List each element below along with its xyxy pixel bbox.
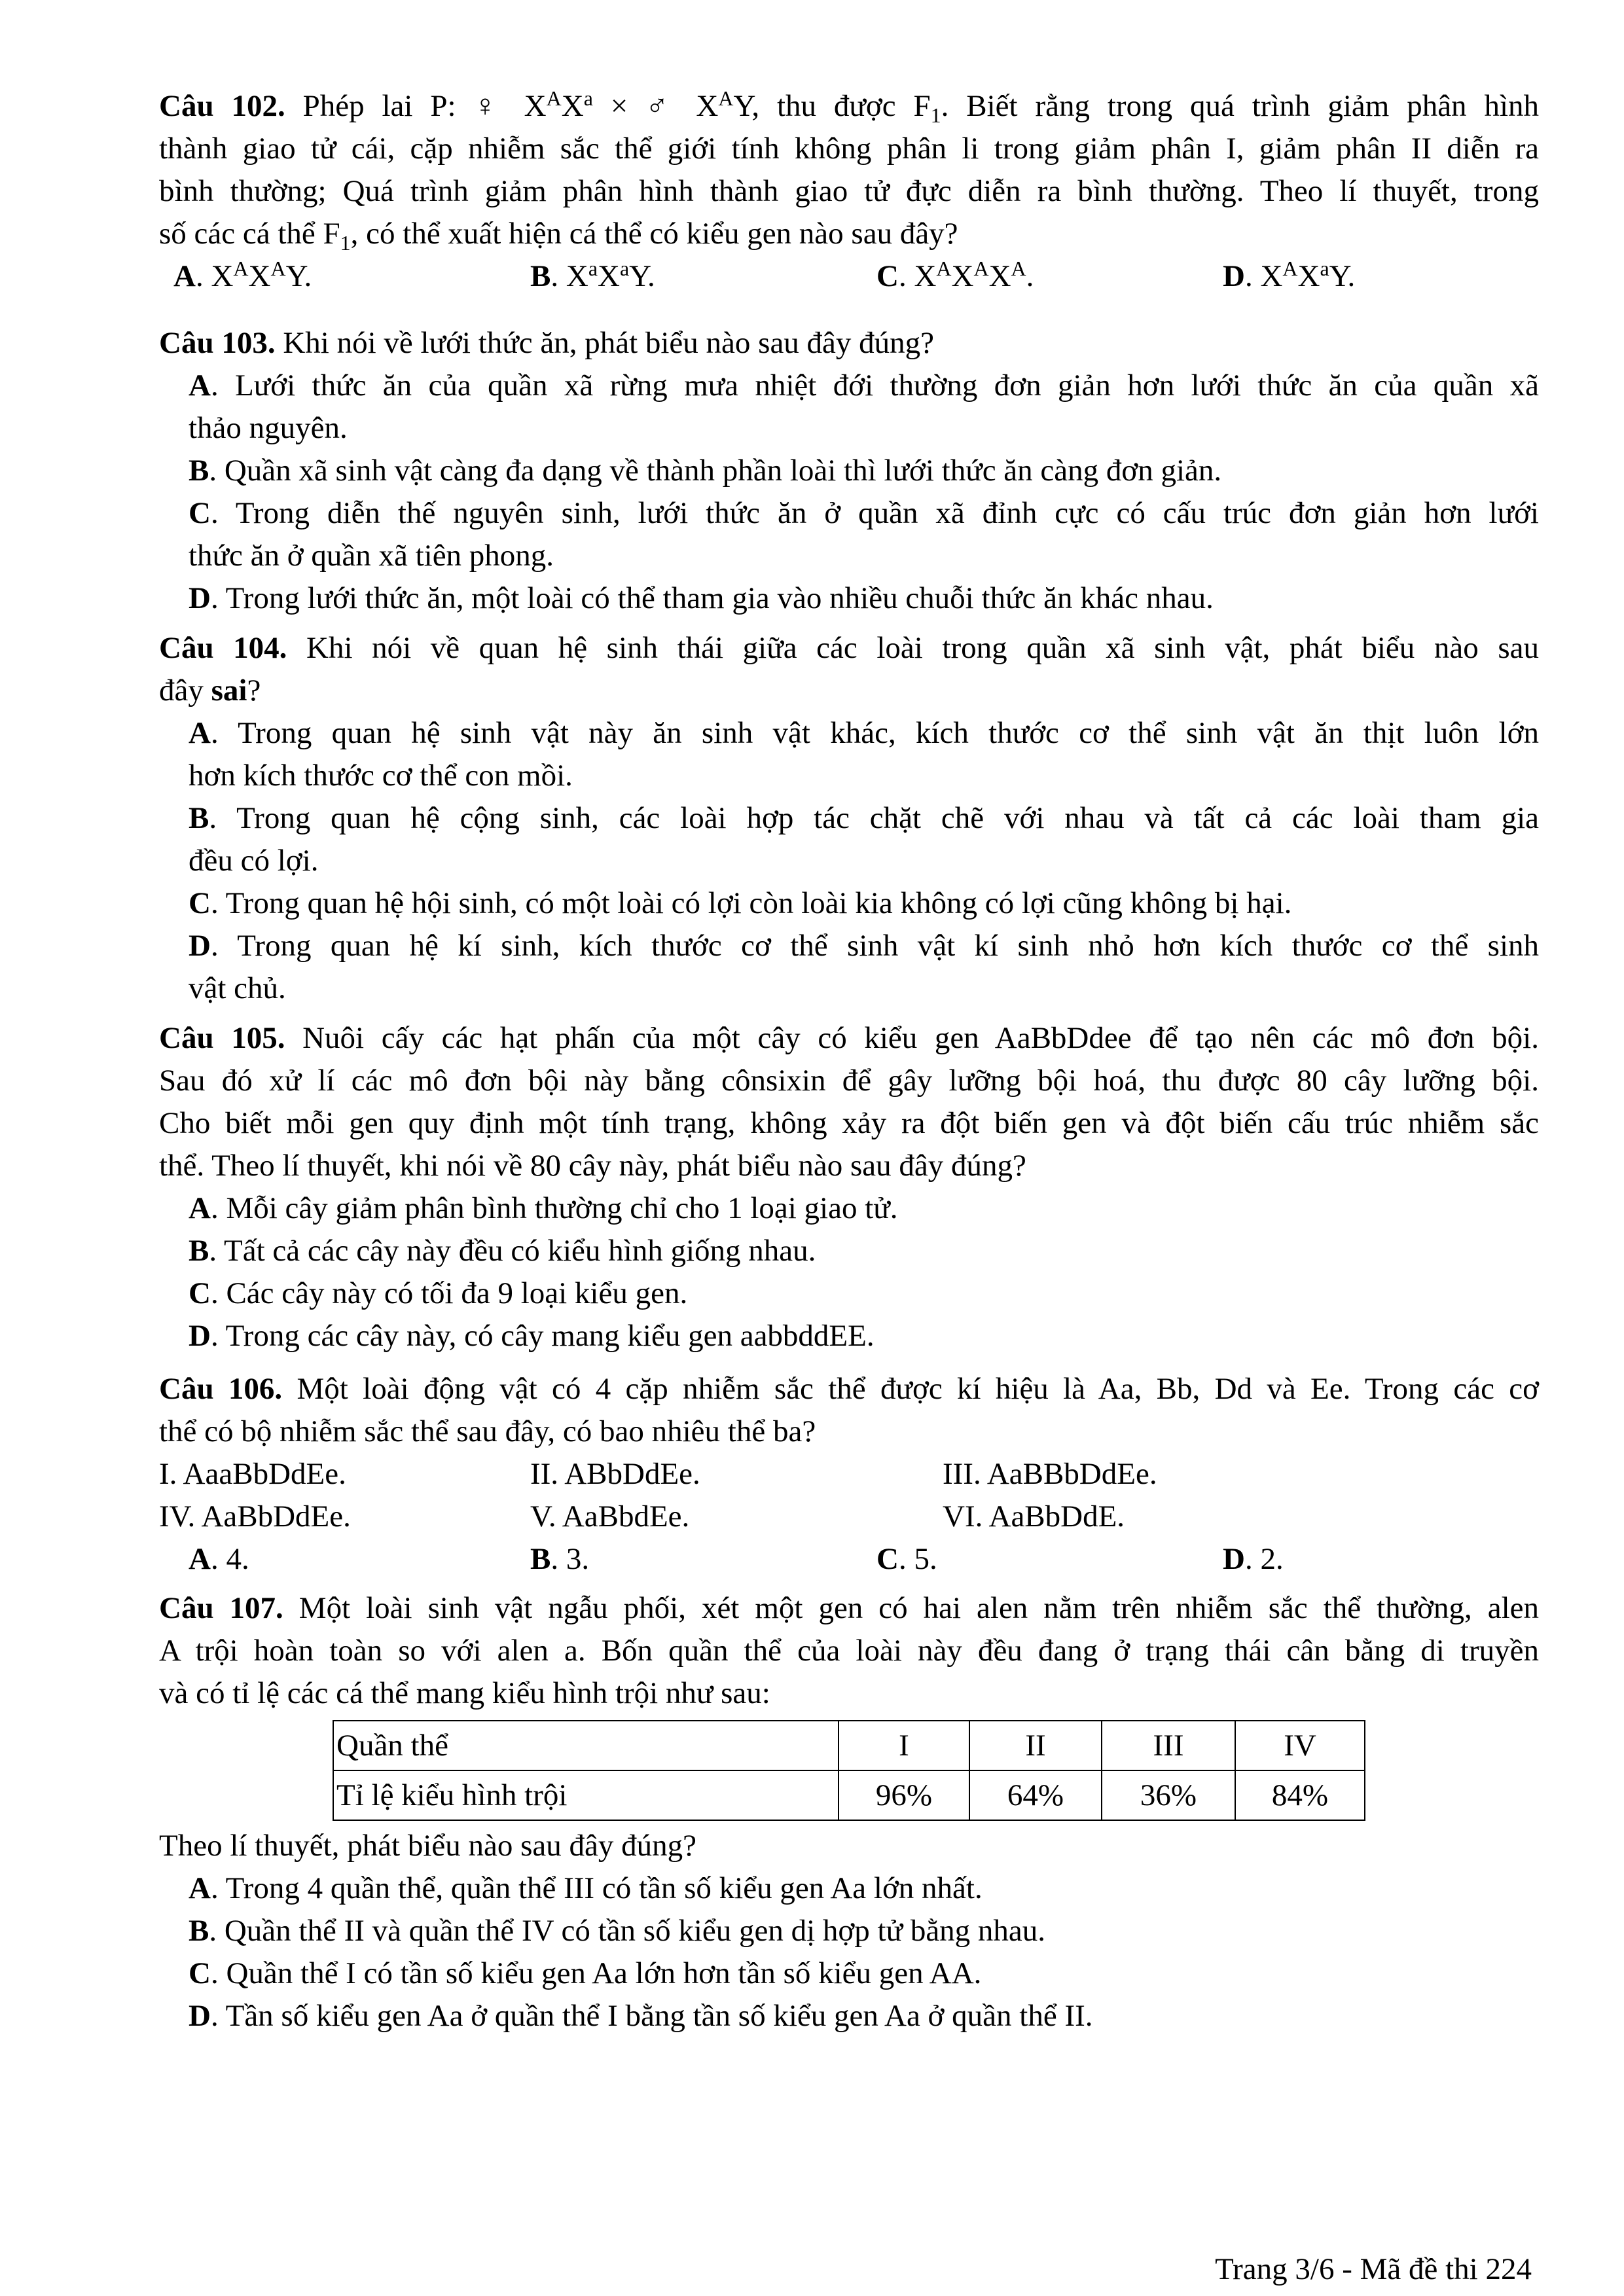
option-line: B. Trong quan hệ cộng sinh, các loài hợp tác chặt chẽ với nhau và tất cả các loài tham gia xyxy=(189,801,1539,835)
option-d[interactable]: D. 2. xyxy=(1223,1542,1284,1576)
options-row xyxy=(159,255,1539,298)
text: . Biết rằng trong quá trình giảm phân hình xyxy=(941,89,1539,123)
table-cell: 64% xyxy=(969,1770,1102,1820)
option-a[interactable] xyxy=(159,365,1539,450)
text: Quần thể I có tần số kiểu gen Aa lớn hơn tần số kiểu gen AA. xyxy=(226,1956,982,1990)
table-cell: Tỉ lệ kiểu hình trội xyxy=(333,1770,839,1820)
option-d[interactable] xyxy=(159,577,1539,620)
option-c[interactable] xyxy=(159,492,1539,577)
option-line: vật chủ. xyxy=(189,971,286,1005)
option-letter: A xyxy=(173,259,196,293)
text: ? xyxy=(247,673,261,708)
text: 4. xyxy=(218,1542,249,1576)
text: Trong 4 quần thể, quần thể III có tần số kiểu gen Aa lớn nhất. xyxy=(225,1871,983,1905)
genotype-row xyxy=(159,1453,1539,1496)
text: Y, thu được F xyxy=(733,89,931,123)
stem-line xyxy=(159,627,1539,670)
stem-line xyxy=(159,1017,1539,1060)
sup: a xyxy=(619,257,630,280)
option-b[interactable]: B. Tất cả các cây này đều có kiểu hình giống nhau. xyxy=(189,1234,816,1268)
option-line: A. Trong quan hệ sinh vật này ăn sinh vật khác, kích thước cơ thể sinh vật ăn thịt luôn lớn xyxy=(189,716,1539,750)
table-row xyxy=(333,1770,1365,1820)
stem-line: Sau đó xử lí các mô đơn bội này bằng cônsixin để gây lưỡng bội hoá, thu được 80 cây lưỡng bội. xyxy=(159,1064,1539,1098)
genotype-item: II. ABbDdEe. xyxy=(530,1457,700,1491)
sup: A xyxy=(270,257,286,280)
emphasis: sai xyxy=(211,673,247,708)
text: Tần số kiểu gen Aa ở quần thể I bằng tần số kiểu gen Aa ở quần thể II. xyxy=(225,1999,1093,2033)
text: Một loài động vật có 4 cặp nhiễm sắc thể được kí hiệu là Aa, Bb, Dd và Ee. Trong các cơ xyxy=(282,1372,1539,1406)
genotype-row xyxy=(159,1496,1539,1538)
option-b[interactable] xyxy=(159,797,1539,882)
question-103 xyxy=(159,322,1539,620)
question-107 xyxy=(159,1587,1539,1715)
question-label: Câu 107. xyxy=(159,1591,283,1625)
stem-line xyxy=(159,1368,1539,1410)
question-107-options xyxy=(159,1825,1539,2037)
option-line: C. Trong quan hệ hội sinh, có một loài có lợi còn loài kia không có lợi cũng không bị hại. xyxy=(189,886,1292,920)
text: Trong quan hệ kí sinh, kích thước cơ thể sinh vật kí sinh nhỏ hơn kích thước cơ thể sinh xyxy=(237,929,1539,963)
text: Một loài sinh vật ngẫu phối, xét một gen có hai alen nằm trên nhiễm sắc thể thường, alen xyxy=(283,1591,1539,1625)
option-c[interactable]: C. Quần thể I có tần số kiểu gen Aa lớn hơn tần số kiểu gen AA. xyxy=(189,1956,982,1990)
table-header-row xyxy=(333,1721,1365,1770)
table-cell: Quần thể xyxy=(333,1721,839,1770)
text: Khi nói về quan hệ sinh thái giữa các loài trong quần xã sinh vật, phát biểu nào sau xyxy=(287,631,1539,665)
option-c[interactable]: C. 5. xyxy=(876,1542,937,1576)
stem-line xyxy=(159,1587,1539,1630)
option-line: D. Trong lưới thức ăn, một loài có thể tham gia vào nhiều chuỗi thức ăn khác nhau. xyxy=(189,581,1214,615)
question-104 xyxy=(159,627,1539,1010)
options-row xyxy=(159,1538,1539,1581)
table-cell: I xyxy=(839,1721,969,1770)
sup: A xyxy=(1011,257,1026,280)
sup: a xyxy=(588,257,598,280)
option-c[interactable]: C. Các cây này có tối đa 9 loại kiểu gen. xyxy=(189,1276,688,1310)
option-c[interactable]: C. $X^AX^AX^A$. xyxy=(876,257,1034,293)
option-b[interactable]: B. Quần thể II và quần thể IV có tần số kiểu gen dị hợp tử bằng nhau. xyxy=(189,1914,1046,1948)
stem-line: Cho biết mỗi gen quy định một tính trạng, không xảy ra đột biến gen và đột biến cấu trúc nhiễm sắc xyxy=(159,1106,1539,1140)
genotype-item: VI. AaBbDdE. xyxy=(943,1499,1125,1534)
option-c[interactable] xyxy=(159,882,1539,925)
sup: A xyxy=(718,86,734,110)
stem-line: và có tỉ lệ các cá thể mang kiểu hình trội như sau: xyxy=(159,1676,770,1710)
genotype-item: I. AaaBbDdEe. xyxy=(159,1457,346,1491)
text: Trong các cây này, có cây mang kiểu gen aabbddEE. xyxy=(225,1319,875,1353)
text: Trong quan hệ cộng sinh, các loài hợp tác chặt chẽ với nhau và tất cả các loài tham gia xyxy=(236,801,1539,835)
option-a[interactable]: A. Mỗi cây giảm phân bình thường chỉ cho 1 loại giao tử. xyxy=(189,1191,898,1225)
sup: A xyxy=(546,86,562,110)
text: Các cây này có tối đa 9 loại kiểu gen. xyxy=(226,1276,688,1310)
stem-line xyxy=(159,670,1539,712)
option-a[interactable]: A. $X^AX^AY$. xyxy=(173,257,312,293)
page-footer: Trang 3/6 - Mã đề thi 224 xyxy=(1215,2252,1532,2286)
text: Trong lưới thức ăn, một loài có thể tham gia vào nhiều chuỗi thức ăn khác nhau. xyxy=(225,581,1214,615)
sup: A xyxy=(936,257,952,280)
sup: A xyxy=(1282,257,1298,280)
stem-line: thành giao tử cái, cặp nhiễm sắc thể giới tính không phân li trong giảm phân I, giảm phân II diễn ra xyxy=(159,132,1539,166)
text: Y. xyxy=(629,259,655,293)
text: Trong quan hệ hội sinh, có một loài có lợi còn loài kia không có lợi cũng không bị hại. xyxy=(225,886,1292,920)
text: Quần xã sinh vật càng đa dạng về thành phần loài thì lưới thức ăn càng đơn giản. xyxy=(224,454,1222,488)
sub: 1 xyxy=(930,103,941,127)
text: Trong quan hệ sinh vật này ăn sinh vật khác, kích thước cơ thể sinh vật ăn thịt luôn lớn xyxy=(238,716,1539,750)
option-a[interactable]: A. Trong 4 quần thể, quần thể III có tần số kiểu gen Aa lớn nhất. xyxy=(189,1871,983,1905)
sup: A xyxy=(233,257,249,280)
text: số các cá thể F xyxy=(159,217,340,251)
option-line: B. Quần xã sinh vật càng đa dạng về thành phần loài thì lưới thức ăn càng đơn giản. xyxy=(189,454,1222,488)
stem-line: A trội hoàn toàn so với alen a. Bốn quần thể của loài này đều đang ở trạng thái cân bằng di truyền xyxy=(159,1634,1539,1668)
option-b[interactable]: B. $X^aX^aY$. xyxy=(530,257,655,293)
option-d[interactable] xyxy=(159,925,1539,1010)
sup: A xyxy=(973,257,989,280)
option-line: hơn kích thước cơ thể con mồi. xyxy=(189,759,573,793)
text: 3. xyxy=(558,1542,590,1576)
text: 5. xyxy=(906,1542,937,1576)
question-label: Câu 106. xyxy=(159,1372,283,1406)
text: Y. xyxy=(285,259,312,293)
stem-line: bình thường; Quá trình giảm phân hình thành giao tử đực diễn ra bình thường. Theo lí thuyết, trong xyxy=(159,174,1539,208)
text: 2. xyxy=(1252,1542,1284,1576)
table-cell: 36% xyxy=(1102,1770,1235,1820)
text: đây xyxy=(159,673,211,708)
text: Khi nói về lưới thức ăn, phát biểu nào sau đây đúng? xyxy=(275,326,935,360)
question-label: Câu 105. xyxy=(159,1021,285,1055)
stem-line xyxy=(159,85,1539,128)
question-102 xyxy=(159,85,1539,298)
population-table xyxy=(333,1720,1365,1821)
table-cell: III xyxy=(1102,1721,1235,1770)
stem-line xyxy=(159,213,1539,255)
option-letter: D xyxy=(1223,259,1245,293)
text: Phép lai P: ♀ X xyxy=(285,89,547,123)
option-d[interactable]: D. $X^AX^aY$. xyxy=(1223,257,1356,293)
text: Y. xyxy=(1329,259,1356,293)
sup: a xyxy=(1320,257,1329,280)
option-d[interactable]: D. Tần số kiểu gen Aa ở quần thể I bằng tần số kiểu gen Aa ở quần thể II. xyxy=(189,1999,1093,2033)
sup: a xyxy=(583,86,593,110)
table-cell: II xyxy=(969,1721,1102,1770)
option-a[interactable] xyxy=(159,712,1539,797)
text: , có thể xuất hiện cá thể có kiểu gen nào sau đây? xyxy=(350,217,958,251)
stem-line: thể có bộ nhiễm sắc thể sau đây, có bao nhiêu thể ba? xyxy=(159,1414,816,1448)
option-line: D. Trong quan hệ kí sinh, kích thước cơ thể sinh vật kí sinh nhỏ hơn kích thước cơ thể sinh xyxy=(189,929,1539,963)
text: X xyxy=(561,89,584,123)
stem-line xyxy=(159,322,1539,365)
table-cell: IV xyxy=(1235,1721,1365,1770)
genotype-item: III. AaBBbDdEe. xyxy=(943,1457,1157,1491)
option-a[interactable]: A. 4. xyxy=(189,1542,249,1576)
text: Nuôi cấy các hạt phấn của một cây có kiểu gen AaBbDdee để tạo nên các mô đơn bội. xyxy=(285,1021,1539,1055)
option-line: A. Lưới thức ăn của quần xã rừng mưa nhiệt đới thường đơn giản hơn lưới thức ăn của quần xã xyxy=(189,368,1539,403)
text: Tất cả các cây này đều có kiểu hình giống nhau. xyxy=(224,1234,816,1268)
genotype-item: IV. AaBbDdEe. xyxy=(159,1499,351,1534)
option-d[interactable]: D. Trong các cây này, có cây mang kiểu gen aabbddEE. xyxy=(189,1319,875,1353)
text: Quần thể II và quần thể IV có tần số kiểu gen dị hợp tử bằng nhau. xyxy=(224,1914,1046,1948)
option-letter: B xyxy=(530,259,551,293)
option-b[interactable] xyxy=(159,450,1539,492)
option-line: thảo nguyên. xyxy=(189,411,348,445)
table-cell: 96% xyxy=(839,1770,969,1820)
text: Lưới thức ăn của quần xã rừng mưa nhiệt đới thường đơn giản hơn lưới thức ăn của quần xã xyxy=(235,368,1539,403)
stem-line: Theo lí thuyết, phát biểu nào sau đây đúng? xyxy=(159,1829,696,1863)
stem-line: thể. Theo lí thuyết, khi nói về 80 cây này, phát biểu nào sau đây đúng? xyxy=(159,1149,1026,1183)
option-line: thức ăn ở quần xã tiên phong. xyxy=(189,539,554,573)
text: × ♂ X xyxy=(592,89,719,123)
text: Trong diễn thế nguyên sinh, lưới thức ăn ở quần xã đỉnh cực có cấu trúc đơn giản hơn lưới xyxy=(235,496,1539,530)
option-line: C. Trong diễn thế nguyên sinh, lưới thức ăn ở quần xã đỉnh cực có cấu trúc đơn giản hơn lưới xyxy=(189,496,1539,530)
text: Mỗi cây giảm phân bình thường chỉ cho 1 loại giao tử. xyxy=(226,1191,898,1225)
table-cell: 84% xyxy=(1235,1770,1365,1820)
question-label: Câu 102. xyxy=(159,89,285,123)
genotype-item: V. AaBbdEe. xyxy=(530,1499,690,1534)
question-105 xyxy=(159,1017,1539,1357)
question-label: Câu 104. xyxy=(159,631,287,665)
question-label: Câu 103. xyxy=(159,326,276,360)
question-106 xyxy=(159,1368,1539,1581)
option-b[interactable]: B. 3. xyxy=(530,1542,590,1576)
option-letter: C xyxy=(876,259,899,293)
sub: 1 xyxy=(340,231,351,255)
option-line: đều có lợi. xyxy=(189,844,319,878)
